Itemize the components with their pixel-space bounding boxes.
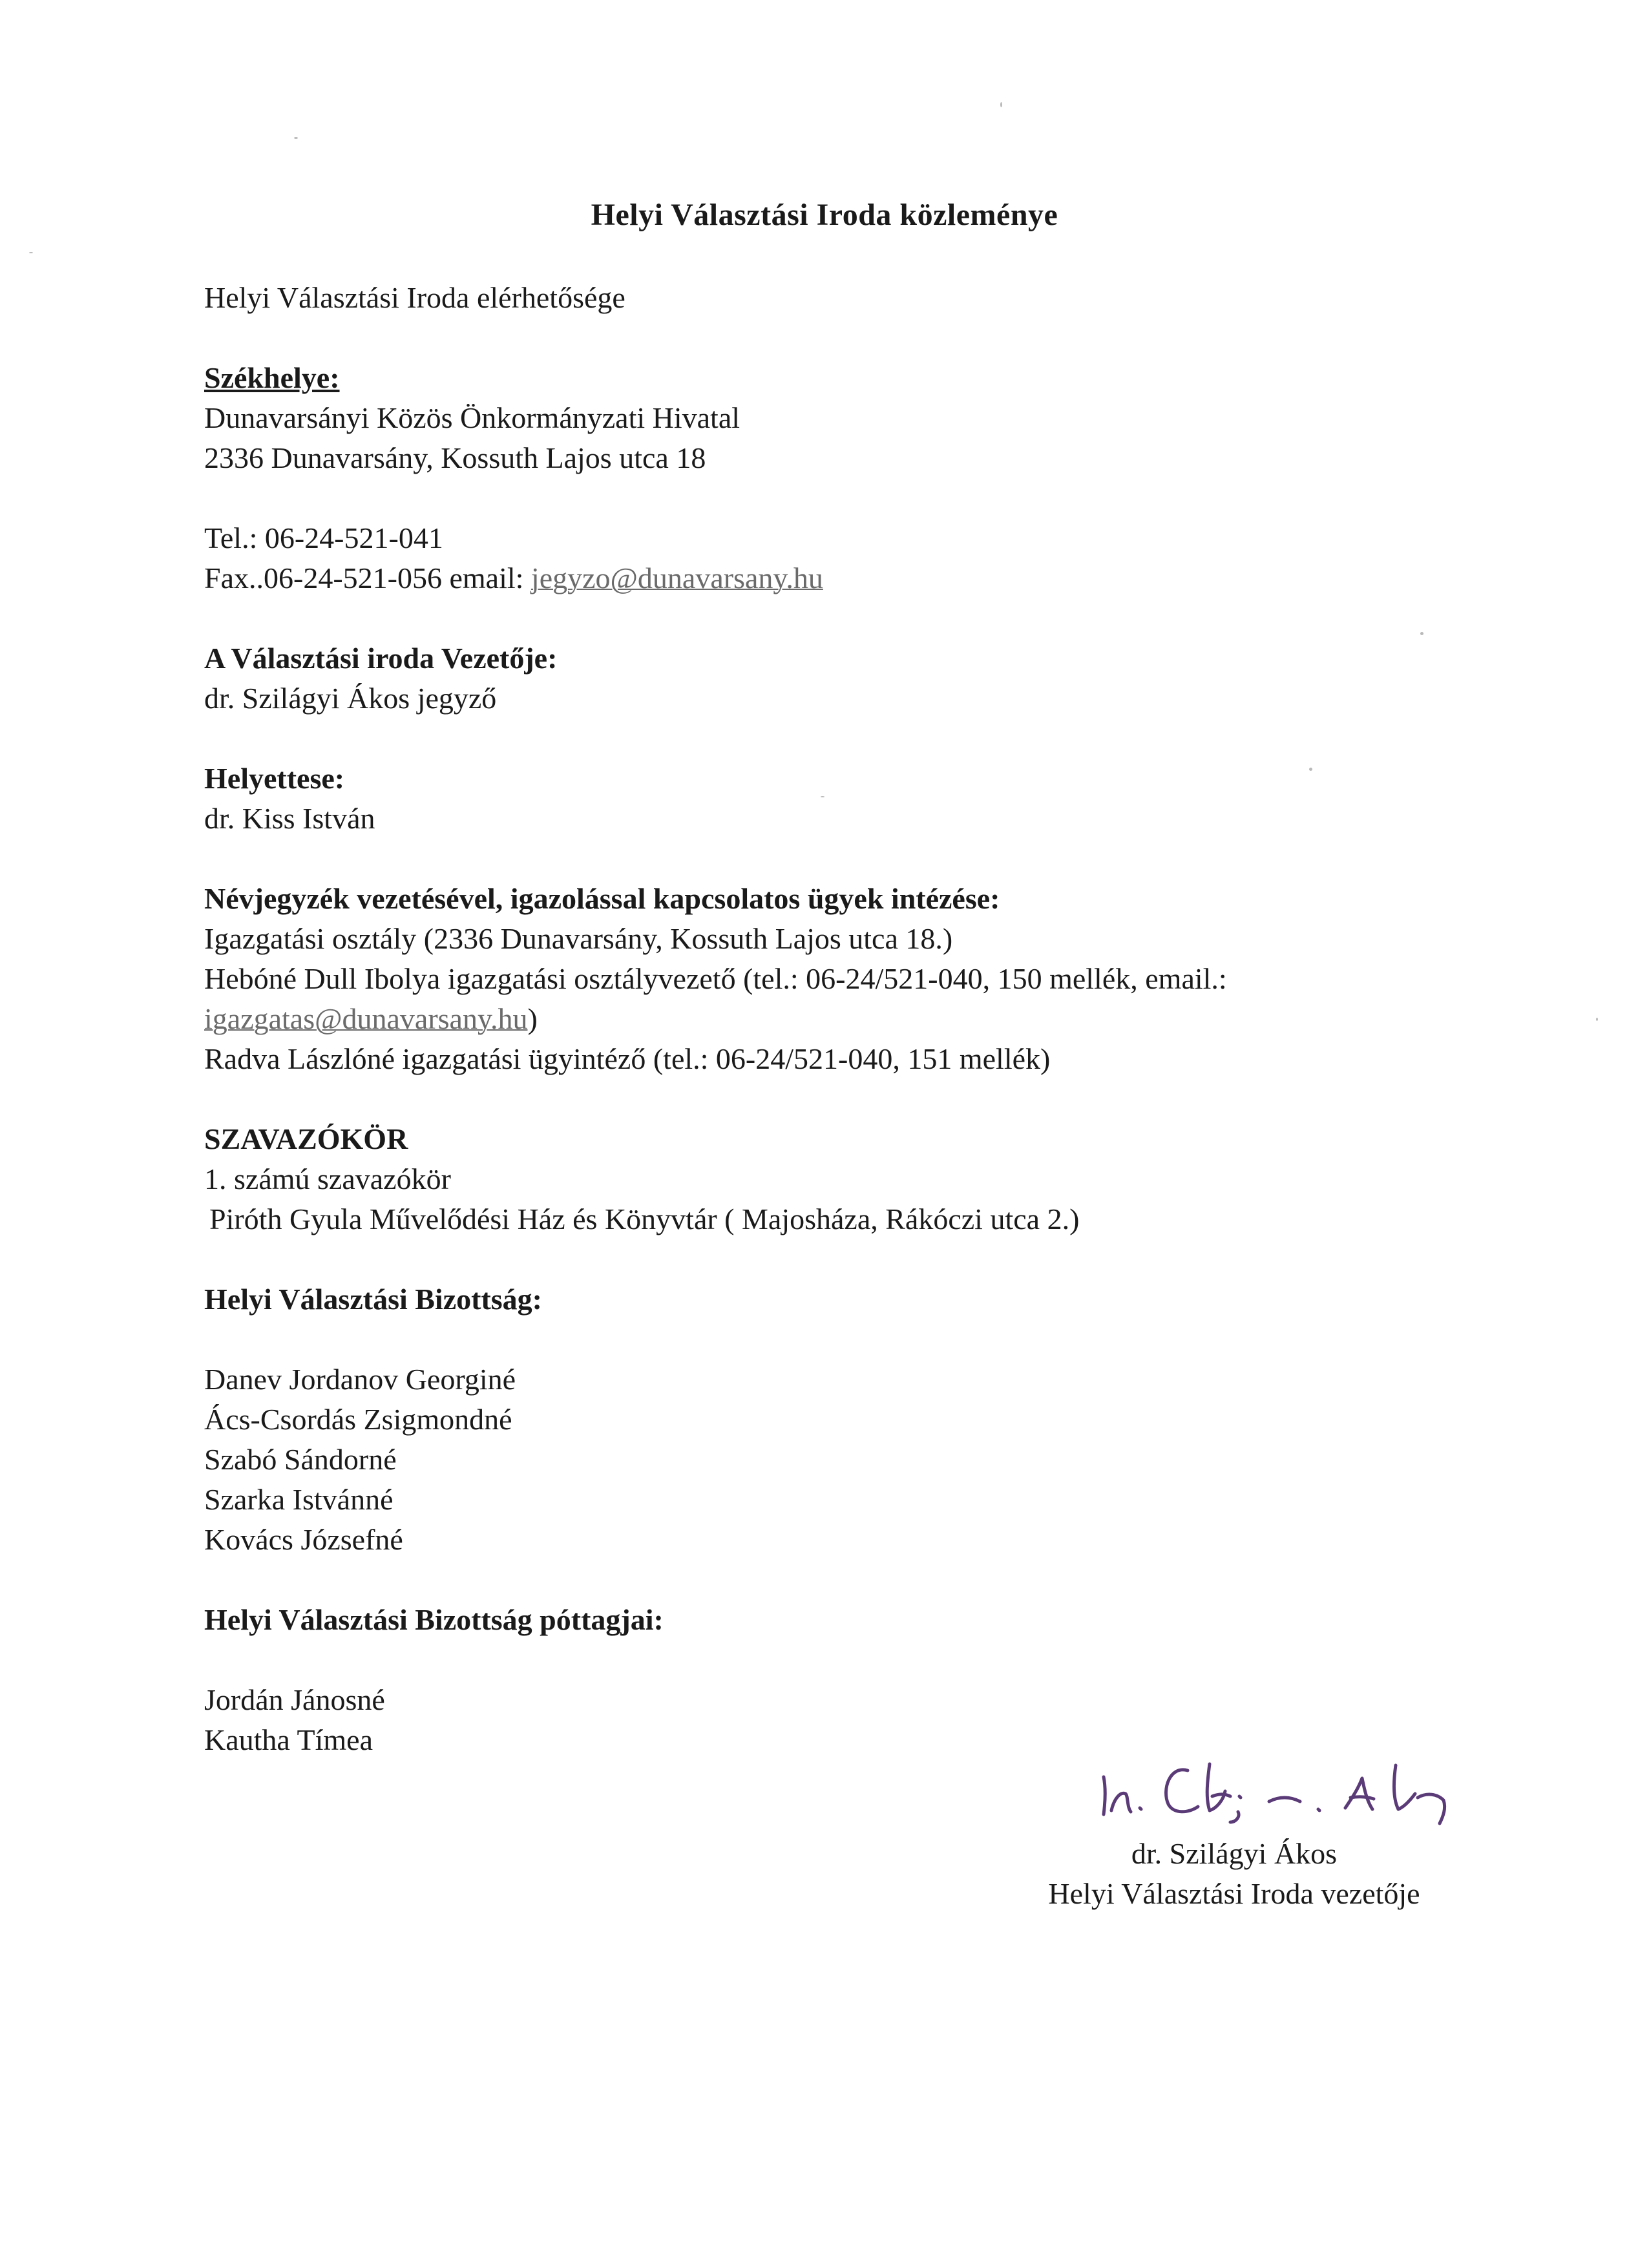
spacer [204,1239,1497,1279]
seat-line-1: Dunavarsányi Közös Önkormányzati Hivatal [204,401,740,434]
spacer [204,1640,1497,1680]
committee-heading: Helyi Választási Bizottság: [204,1283,542,1316]
registry-line-2: Hebóné Dull Ibolya igazgatási osztályvezető (tel.: 06-24/521-040, 150 mellék, email.: [204,962,1227,995]
handwritten-signature-icon [1092,1732,1454,1829]
registry-line-3-suffix: ) [527,1002,538,1035]
committee-member: Szarka Istvánné [204,1483,394,1516]
fax-email-line [204,558,1497,598]
spacer [204,478,1497,518]
committee-member: Kovács Józsefné [204,1523,403,1556]
substitute-member: Jordán Jánosné [204,1683,385,1716]
seat-heading: Székhelye: [204,361,340,394]
registry-heading: Névjegyzék vezetésével, igazolással kapcsolatos ügyek intézése: [204,882,1000,915]
spacer [204,719,1497,759]
spacer [204,1079,1497,1119]
spacer [204,839,1497,879]
deputy-name: dr. Kiss István [204,802,375,835]
scan-speck [29,252,33,253]
leader-heading: A Választási iroda Vezetője: [204,642,558,675]
scan-speck [294,137,298,139]
scan-speck [1000,102,1002,107]
phone-line: Tel.: 06-24-521-041 [204,521,443,554]
spacer [204,1560,1497,1600]
signatory-name: dr. Szilágyi Ákos [1131,1837,1338,1870]
deputy-heading: Helyettese: [204,762,345,795]
registry-line-1: Igazgatási osztály (2336 Dunavarsány, Kossuth Lajos utca 18.) [204,922,953,955]
contact-heading: Helyi Választási Iroda elérhetősége [204,281,625,314]
document-body [204,278,1497,1760]
substitute-member: Kautha Tímea [204,1723,373,1756]
scan-speck [1596,1018,1598,1021]
district-line-2: Piróth Gyula Művelődési Ház és Könyvtár ( Majosháza, Rákóczi utca 2.) [209,1202,1080,1235]
district-heading: SZAVAZÓKÖR [204,1122,408,1155]
committee-member: Danev Jordanov Georginé [204,1363,516,1396]
registry-line-4: Radva Lászlóné igazgatási ügyintéző (tel.: 06-24/521-040, 151 mellék) [204,1042,1051,1075]
committee-member: Ács-Csordás Zsigmondné [204,1403,512,1436]
committee-member: Szabó Sándorné [204,1443,397,1476]
admin-email-link[interactable]: igazgatas@dunavarsany.hu [204,1002,528,1035]
signatory-role: Helyi Választási Iroda vezetője [1048,1877,1420,1910]
leader-name: dr. Szilágyi Ákos jegyző [204,682,497,715]
fax-text: Fax..06-24-521-056 email: [204,562,531,594]
spacer [204,318,1497,358]
registry-line-3 [204,999,1497,1039]
district-line-1: 1. számú szavazókör [204,1162,451,1195]
office-email-link[interactable]: jegyzo@dunavarsany.hu [530,562,823,594]
document-title: Helyi Választási Iroda közleménye [591,198,1058,232]
seat-line-2: 2336 Dunavarsány, Kossuth Lajos utca 18 [204,441,706,474]
spacer [204,1319,1497,1360]
spacer [204,598,1497,638]
substitutes-heading: Helyi Választási Bizottság póttagjai: [204,1603,664,1636]
